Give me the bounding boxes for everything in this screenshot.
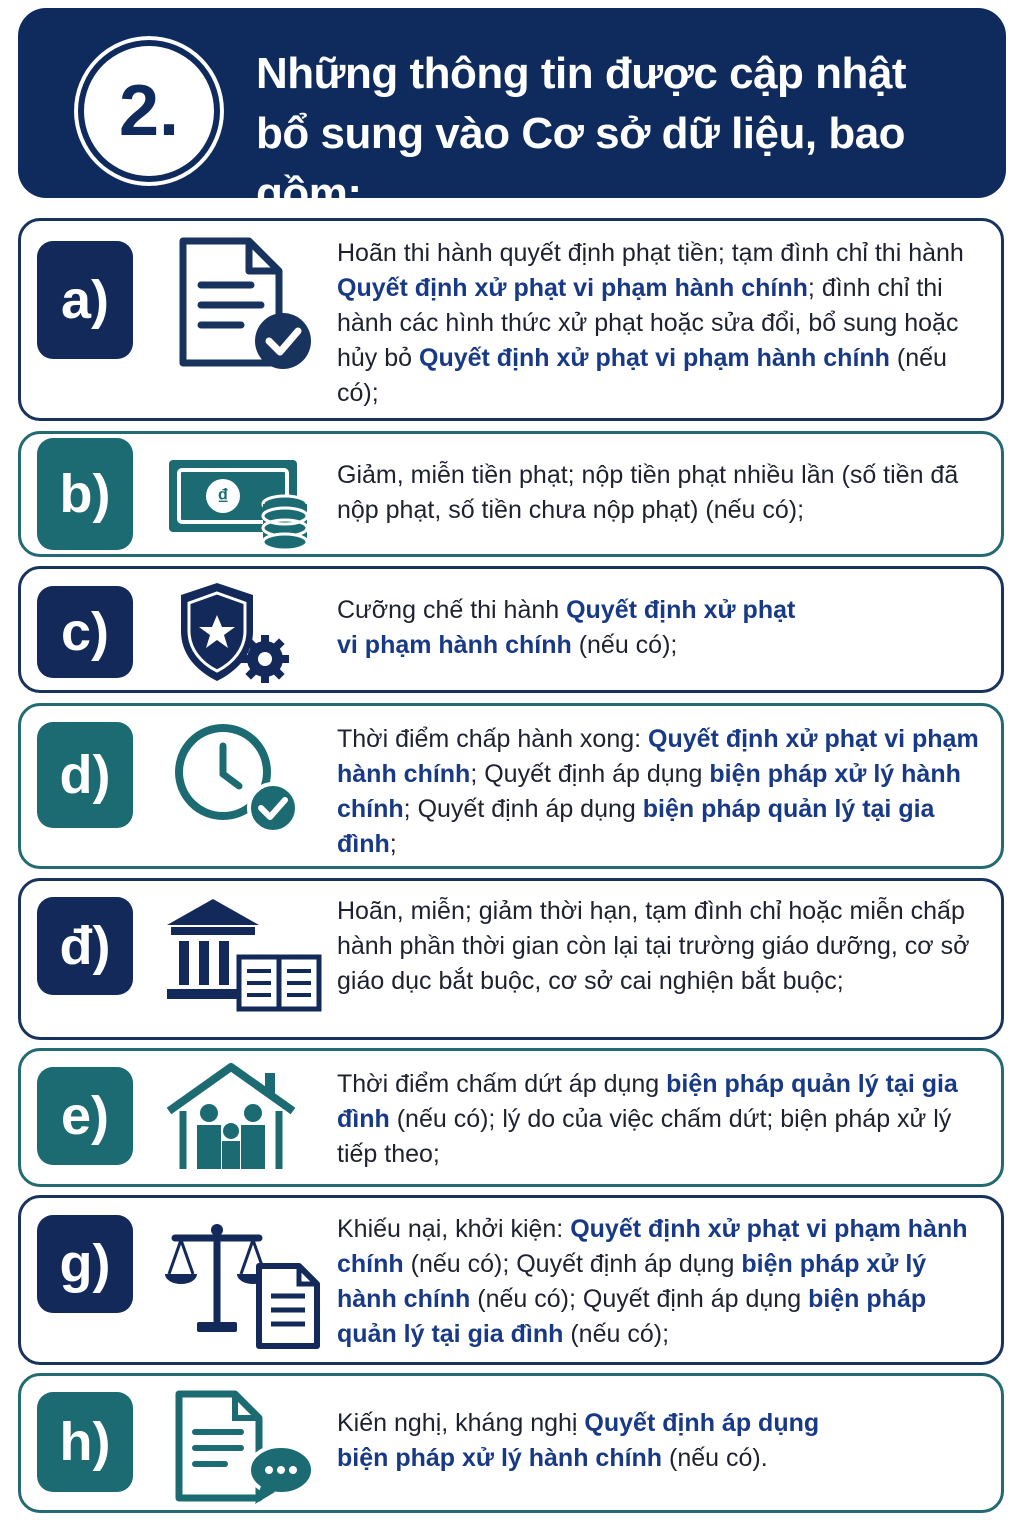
- body-text: (nếu có).: [662, 1444, 768, 1472]
- title-line-2: bổ sung vào Cơ sở dữ liệu, bao gồm:: [256, 109, 906, 218]
- item-text: [337, 1406, 987, 1476]
- money-coins-icon: [161, 446, 321, 556]
- highlight-text: Quyết định xử phạt vi phạm hành chính: [337, 725, 979, 788]
- title-line-1: Những thông tin được cập nhật: [256, 49, 906, 98]
- body-text: Khiếu nại, khởi kiện:: [337, 1215, 571, 1243]
- list-item-b: [18, 431, 1004, 557]
- list-item-h: [18, 1373, 1004, 1513]
- highlight-text: biện pháp xử lý hành chính: [337, 1250, 927, 1313]
- highlight-text: biện pháp quản lý tại gia đình: [337, 1070, 958, 1133]
- svg-text:₫: ₫: [217, 484, 229, 509]
- body-text: ; đình chỉ thi hành các hình thức xử phạt hoặc sửa đổi, bổ sung hoặc hủy bỏ: [337, 274, 959, 372]
- item-label: c): [37, 586, 133, 678]
- highlight-text: Quyết định xử phạt vi phạm hành chính: [337, 274, 808, 302]
- section-number: 2.: [68, 30, 230, 192]
- list-item-g: [18, 1195, 1004, 1365]
- item-label: d): [37, 722, 133, 828]
- highlight-text: biện pháp xử lý hành chính: [337, 1444, 663, 1472]
- body-text: (nếu có); Quyết định áp dụng: [470, 1285, 809, 1313]
- list-item-a: [18, 218, 1004, 421]
- list-item-c: [18, 566, 1004, 693]
- item-text: [337, 236, 987, 411]
- highlight-text: Quyết định áp dụng: [584, 1409, 820, 1437]
- item-label: e): [37, 1067, 133, 1165]
- body-text: Kiến nghị, kháng nghị: [337, 1409, 585, 1437]
- highlight-text: Quyết định xử phạt: [566, 596, 796, 624]
- document-check-icon: [161, 233, 321, 373]
- body-text: Thời điểm chấp hành xong:: [337, 725, 649, 753]
- list-item-d: [18, 703, 1004, 869]
- item-text: [337, 894, 987, 999]
- body-text: Thời điểm chấm dứt áp dụng: [337, 1070, 667, 1098]
- list-item-e: [18, 1048, 1004, 1187]
- item-text: [337, 593, 987, 663]
- item-text: [337, 458, 987, 528]
- body-text: Hoãn, miễn; giảm thời hạn, tạm đình chỉ hoặc miễn chấp hành phần thời gian còn lại tại trường giáo dưỡng, cơ sở giáo dục bắt buộc, cơ sở cai nghiện bắt buộc;: [337, 897, 970, 995]
- family-home-icon: [161, 1061, 321, 1176]
- body-text: (nếu có); Quyết định áp dụng: [403, 1250, 742, 1278]
- page-title: [256, 44, 996, 224]
- body-text: Hoãn thi hành quyết định phạt tiền; tạm đình chỉ thi hành: [337, 239, 964, 267]
- body-text: ; Quyết định áp dụng: [403, 795, 643, 823]
- scales-document-icon: [161, 1216, 331, 1351]
- body-text: ;: [389, 830, 397, 858]
- highlight-text: biện pháp xử lý hành chính: [337, 760, 961, 823]
- body-text: (nếu có);: [571, 631, 678, 659]
- list-item-dd: [18, 878, 1004, 1040]
- document-chat-icon: [161, 1388, 321, 1508]
- body-text: (nếu có);: [337, 344, 947, 407]
- highlight-text: biện pháp quản lý tại gia đình: [337, 1285, 927, 1348]
- highlight-text: Quyết định xử phạt vi phạm hành chính: [337, 1215, 968, 1278]
- highlight-text: biện pháp quản lý tại gia đình: [337, 795, 935, 858]
- shield-gear-icon: [161, 577, 321, 687]
- item-label: đ): [37, 897, 133, 995]
- body-text: (nếu có); lý do của việc chấm dứt; biện pháp xử lý tiếp theo;: [337, 1105, 952, 1168]
- highlight-text: Quyết định xử phạt vi phạm hành chính: [419, 344, 890, 372]
- item-text: [337, 1067, 987, 1172]
- school-book-icon: [161, 891, 331, 1021]
- highlight-text: vi phạm hành chính: [337, 631, 572, 659]
- item-text: [337, 722, 987, 862]
- body-text: Giảm, miễn tiền phạt; nộp tiền phạt nhiều lần (số tiền đã nộp phạt, số tiền chưa nộp phạt) (nếu có);: [337, 461, 959, 524]
- clock-check-icon: [161, 716, 321, 836]
- body-text: Cưỡng chế thi hành: [337, 596, 567, 624]
- item-label: g): [37, 1215, 133, 1313]
- item-label: b): [37, 438, 133, 550]
- item-label: h): [37, 1392, 133, 1492]
- body-text: ; Quyết định áp dụng: [470, 760, 710, 788]
- item-label: a): [37, 241, 133, 359]
- item-text: [337, 1212, 987, 1352]
- page-header: [18, 8, 1006, 218]
- body-text: (nếu có);: [563, 1320, 670, 1348]
